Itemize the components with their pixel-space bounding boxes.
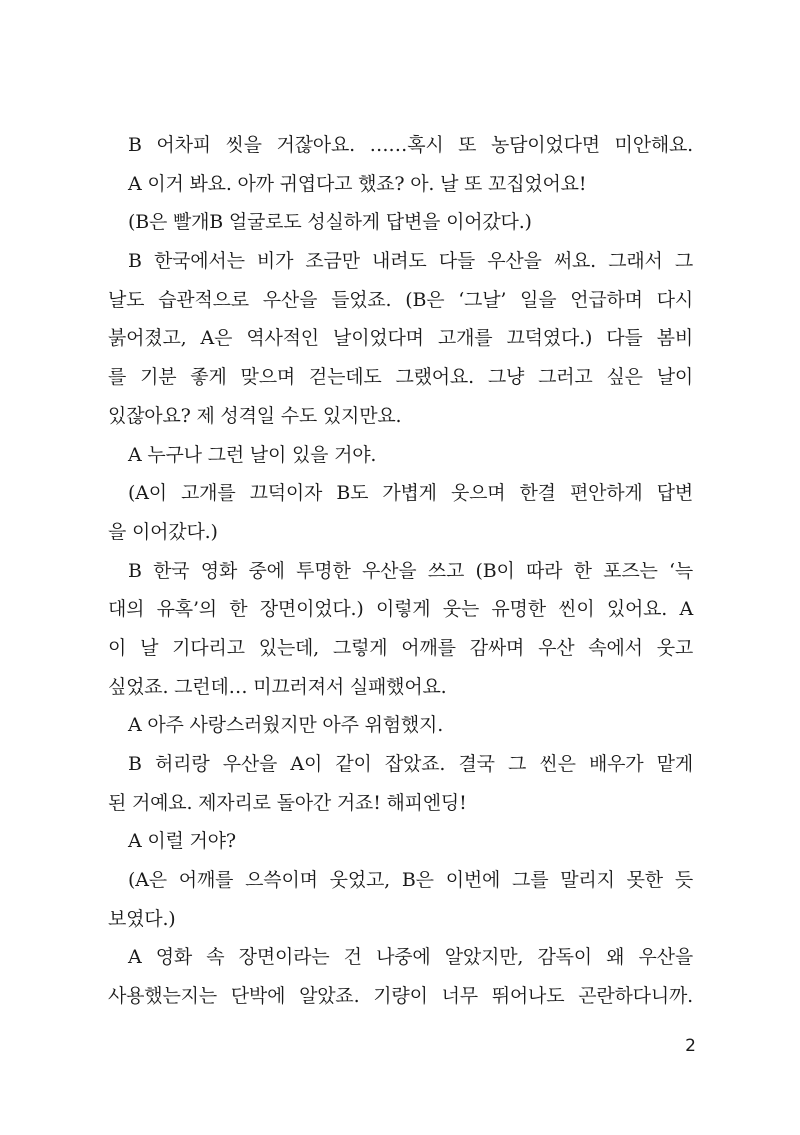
text-line: 사용했는지는 단박에 알았죠. 기량이 너무 뛰어나도 곤란하다니까.	[108, 985, 693, 1008]
text-line: 된 거예요. 제자리로 돌아간 거죠! 해피엔딩!	[108, 791, 467, 814]
text-line: A 영화 속 장면이라는 건 나중에 알았지만, 감독이 왜 우산을	[128, 946, 693, 969]
text-line: A 아주 사랑스러웠지만 아주 위험했지.	[128, 714, 444, 737]
text-line: 를 기분 좋게 맞으며 걷는데도 그랬어요. 그냥 그러고 싶은 날이	[108, 366, 693, 389]
text-line: (B은 빨개B 얼굴로도 성실하게 답변을 이어갔다.)	[128, 211, 532, 234]
text-line: (A이 고개를 끄덕이자 B도 가볍게 웃으며 한결 편안하게 답변	[128, 482, 693, 505]
body-text	[108, 126, 693, 1016]
text-line: 붉어졌고, A은 역사적인 날이었다며 고개를 끄덕였다.) 다들 봄비	[108, 327, 693, 350]
text-line: A 누구나 그런 날이 있을 거야.	[128, 443, 377, 466]
text-line: B 어차피 씻을 거잖아요. ……혹시 또 농담이었다면 미안해요.	[128, 134, 693, 156]
text-line: 싶었죠. 그런데… 미끄러져서 실패했어요.	[108, 675, 447, 698]
text-line: 보였다.)	[108, 907, 176, 930]
text-line: 을 이어갔다.)	[108, 520, 218, 543]
text-line: 있잖아요? 제 성격일 수도 있지만요.	[108, 404, 402, 427]
text-line: B 한국 영화 중에 투명한 우산을 쓰고 (B이 따라 한 포즈는 ‘늑	[128, 559, 693, 582]
text-line: 날도 습관적으로 우산을 들었죠. (B은 ‘그날’ 일을 언급하며 다시	[108, 288, 693, 311]
text-line: B 허리랑 우산을 A이 같이 잡았죠. 결국 그 씬은 배우가 맡게	[128, 753, 693, 775]
text-line: 이 날 기다리고 있는데, 그렇게 어깨를 감싸며 우산 속에서 웃고	[108, 636, 693, 659]
text-line: B 한국에서는 비가 조금만 내려도 다들 우산을 써요. 그래서 그	[128, 250, 693, 273]
text-line: A 이거 봐요. 아까 귀엽다고 했죠? 아. 날 또 꼬집었어요!	[128, 172, 587, 195]
page-number: 2	[685, 1036, 696, 1056]
text-line: 대의 유혹’의 한 장면이었다.) 이렇게 웃는 유명한 씬이 있어요. A	[108, 598, 693, 621]
text-line: (A은 어깨를 으쓱이며 웃었고, B은 이번에 그를 말리지 못한 듯	[128, 869, 693, 892]
text-line: A 이럴 거야?	[128, 830, 236, 853]
